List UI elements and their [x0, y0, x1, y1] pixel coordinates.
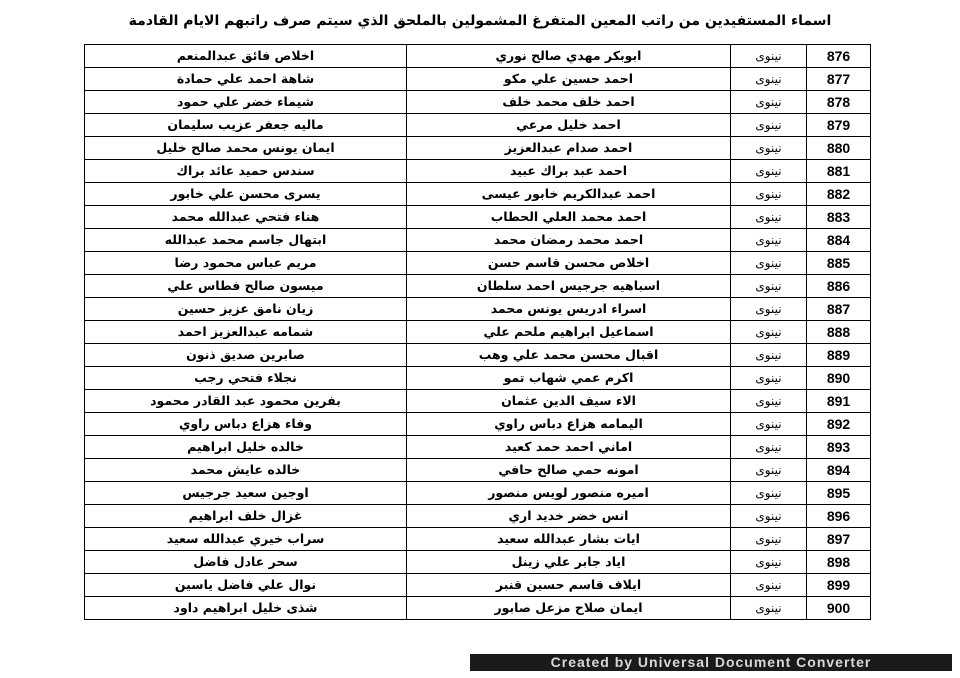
governorate-cell: نينوى — [731, 206, 807, 229]
row-number-cell: 897 — [807, 528, 871, 551]
governorate-cell: نينوى — [731, 183, 807, 206]
row-number-cell: 899 — [807, 574, 871, 597]
row-number-cell: 876 — [807, 45, 871, 68]
table-row — [85, 459, 871, 482]
beneficiary-name-cell: ايمان صلاح مزعل صابور — [407, 597, 731, 620]
table-row — [85, 252, 871, 275]
governorate-cell: نينوى — [731, 551, 807, 574]
governorate-cell: نينوى — [731, 390, 807, 413]
beneficiary-name-cell: احمد محمد العلي الحطاب — [407, 206, 731, 229]
caregiver-name-cell: مريم عباس محمود رضا — [85, 252, 407, 275]
row-number-cell: 880 — [807, 137, 871, 160]
caregiver-name-cell: زيان نامق عزيز حسين — [85, 298, 407, 321]
converter-watermark: Created by Universal Document Converter — [470, 654, 952, 671]
table-row — [85, 114, 871, 137]
beneficiary-name-cell: اسماعيل ابراهيم ملحم علي — [407, 321, 731, 344]
table-row — [85, 574, 871, 597]
beneficiary-name-cell: اسباهيه جرجيس احمد سلطان — [407, 275, 731, 298]
governorate-cell: نينوى — [731, 45, 807, 68]
caregiver-name-cell: خالده خليل ابراهيم — [85, 436, 407, 459]
row-number-cell: 889 — [807, 344, 871, 367]
beneficiary-name-cell: ابوبكر مهدي صالح نوري — [407, 45, 731, 68]
table-row — [85, 206, 871, 229]
governorate-cell: نينوى — [731, 160, 807, 183]
governorate-cell: نينوى — [731, 413, 807, 436]
document-title: اسماء المستفيدين من راتب المعين المتفرغ المشمولين بالملحق الذي سيتم صرف راتبهم الايام القادمة — [128, 13, 832, 29]
beneficiaries-table — [84, 44, 871, 620]
caregiver-name-cell: يسرى محسن علي خابور — [85, 183, 407, 206]
governorate-cell: نينوى — [731, 298, 807, 321]
row-number-cell: 878 — [807, 91, 871, 114]
beneficiary-name-cell: احمد عبد براك عبيد — [407, 160, 731, 183]
table-row — [85, 275, 871, 298]
caregiver-name-cell: اوجين سعيد جرجيس — [85, 482, 407, 505]
caregiver-name-cell: بفرين محمود عبد القادر محمود — [85, 390, 407, 413]
table-row — [85, 160, 871, 183]
caregiver-name-cell: نوال علي فاضل ياسين — [85, 574, 407, 597]
beneficiary-name-cell: اياد جابر علي زينل — [407, 551, 731, 574]
table-row — [85, 597, 871, 620]
table-row — [85, 68, 871, 91]
caregiver-name-cell: سندس حميد عائد براك — [85, 160, 407, 183]
governorate-cell: نينوى — [731, 436, 807, 459]
governorate-cell: نينوى — [731, 114, 807, 137]
row-number-cell: 898 — [807, 551, 871, 574]
row-number-cell: 896 — [807, 505, 871, 528]
table-row — [85, 482, 871, 505]
governorate-cell: نينوى — [731, 459, 807, 482]
table-row — [85, 91, 871, 114]
caregiver-name-cell: شمامه عبدالعزيز احمد — [85, 321, 407, 344]
caregiver-name-cell: ايمان يونس محمد صالح خليل — [85, 137, 407, 160]
row-number-cell: 887 — [807, 298, 871, 321]
row-number-cell: 885 — [807, 252, 871, 275]
row-number-cell: 883 — [807, 206, 871, 229]
governorate-cell: نينوى — [731, 344, 807, 367]
row-number-cell: 900 — [807, 597, 871, 620]
beneficiary-name-cell: اكرم عمي شهاب تمو — [407, 367, 731, 390]
beneficiary-name-cell: انس خضر خديد اري — [407, 505, 731, 528]
beneficiary-name-cell: احمد عبدالكريم خابور عيسى — [407, 183, 731, 206]
table-row — [85, 298, 871, 321]
governorate-cell: نينوى — [731, 505, 807, 528]
governorate-cell: نينوى — [731, 275, 807, 298]
caregiver-name-cell: شذى خليل ابراهيم داود — [85, 597, 407, 620]
row-number-cell: 884 — [807, 229, 871, 252]
beneficiary-name-cell: ايلاف قاسم حسين قنبر — [407, 574, 731, 597]
table-row — [85, 436, 871, 459]
beneficiary-name-cell: احمد محمد رمضان محمد — [407, 229, 731, 252]
governorate-cell: نينوى — [731, 229, 807, 252]
caregiver-name-cell: وفاء هزاع دباس راوي — [85, 413, 407, 436]
row-number-cell: 882 — [807, 183, 871, 206]
beneficiary-name-cell: الاء سيف الدين عثمان — [407, 390, 731, 413]
row-number-cell: 890 — [807, 367, 871, 390]
table-row — [85, 45, 871, 68]
caregiver-name-cell: ابتهال جاسم محمد عبدالله — [85, 229, 407, 252]
caregiver-name-cell: شيماء خضر علي حمود — [85, 91, 407, 114]
beneficiary-name-cell: اخلاص محسن قاسم حسن — [407, 252, 731, 275]
caregiver-name-cell: خالده عايش محمد — [85, 459, 407, 482]
governorate-cell: نينوى — [731, 482, 807, 505]
beneficiary-name-cell: اسراء ادريس يونس محمد — [407, 298, 731, 321]
table-row — [85, 229, 871, 252]
row-number-cell: 892 — [807, 413, 871, 436]
beneficiary-name-cell: احمد صدام عبدالعزيز — [407, 137, 731, 160]
beneficiary-name-cell: احمد خليل مرعي — [407, 114, 731, 137]
row-number-cell: 881 — [807, 160, 871, 183]
row-number-cell: 895 — [807, 482, 871, 505]
caregiver-name-cell: سحر عادل فاضل — [85, 551, 407, 574]
row-number-cell: 891 — [807, 390, 871, 413]
row-number-cell: 888 — [807, 321, 871, 344]
table-row — [85, 413, 871, 436]
table-row — [85, 551, 871, 574]
row-number-cell: 879 — [807, 114, 871, 137]
caregiver-name-cell: سراب خيري عبدالله سعيد — [85, 528, 407, 551]
governorate-cell: نينوى — [731, 574, 807, 597]
table-row — [85, 321, 871, 344]
caregiver-name-cell: هناء فتحي عبدالله محمد — [85, 206, 407, 229]
caregiver-name-cell: غزال خلف ابراهيم — [85, 505, 407, 528]
beneficiary-name-cell: احمد خلف محمد خلف — [407, 91, 731, 114]
table-row — [85, 528, 871, 551]
table-row — [85, 183, 871, 206]
beneficiary-name-cell: ايات بشار عبدالله سعيد — [407, 528, 731, 551]
beneficiary-name-cell: اميره منصور لويس منصور — [407, 482, 731, 505]
row-number-cell: 893 — [807, 436, 871, 459]
caregiver-name-cell: صابرين صديق ذنون — [85, 344, 407, 367]
caregiver-name-cell: اخلاص فائق عبدالمنعم — [85, 45, 407, 68]
beneficiary-name-cell: اليمامه هزاع دباس راوي — [407, 413, 731, 436]
table-row — [85, 505, 871, 528]
governorate-cell: نينوى — [731, 137, 807, 160]
governorate-cell: نينوى — [731, 252, 807, 275]
row-number-cell: 894 — [807, 459, 871, 482]
table-row — [85, 367, 871, 390]
table-row — [85, 344, 871, 367]
beneficiary-name-cell: اقبال محسن محمد علي وهب — [407, 344, 731, 367]
row-number-cell: 886 — [807, 275, 871, 298]
table-row — [85, 390, 871, 413]
governorate-cell: نينوى — [731, 528, 807, 551]
beneficiary-name-cell: امونه حمي صالح حافي — [407, 459, 731, 482]
beneficiary-name-cell: احمد حسين علي مكو — [407, 68, 731, 91]
governorate-cell: نينوى — [731, 68, 807, 91]
table-row — [85, 137, 871, 160]
governorate-cell: نينوى — [731, 321, 807, 344]
caregiver-name-cell: ميسون صالح فطاس علي — [85, 275, 407, 298]
caregiver-name-cell: شاهة احمد علي حمادة — [85, 68, 407, 91]
beneficiaries-table-body — [85, 45, 871, 620]
governorate-cell: نينوى — [731, 367, 807, 390]
governorate-cell: نينوى — [731, 91, 807, 114]
caregiver-name-cell: نجلاء فتحي رجب — [85, 367, 407, 390]
governorate-cell: نينوى — [731, 597, 807, 620]
caregiver-name-cell: ماليه جعفر عزيب سليمان — [85, 114, 407, 137]
beneficiary-name-cell: اماني احمد حمد كعيد — [407, 436, 731, 459]
row-number-cell: 877 — [807, 68, 871, 91]
